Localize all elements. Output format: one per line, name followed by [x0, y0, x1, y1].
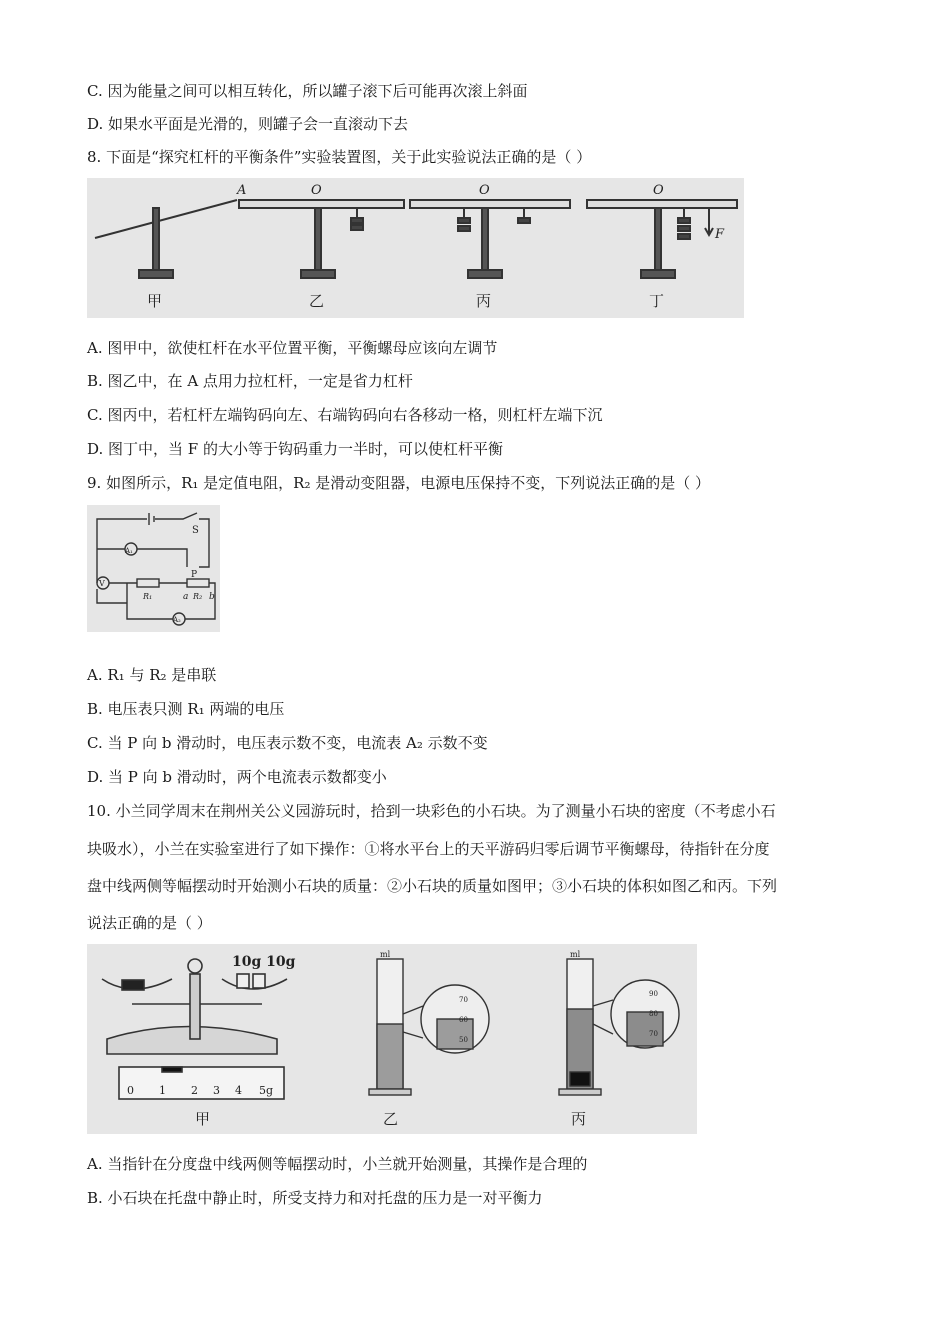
- lever-jia-stand: [153, 208, 159, 270]
- panel-jia-label: 甲: [147, 292, 163, 310]
- point-a-label: A: [237, 183, 247, 198]
- scale-tick-0: 0: [127, 1084, 134, 1097]
- q10-stem-line3: 盘中线两侧等幅摆动时开始测小石块的质量：②小石块的质量如图甲；③小石块的体积如图乙和丙。下列: [87, 877, 778, 895]
- cyl-yi-unit: ml: [380, 950, 391, 959]
- r1-symbol: [137, 579, 159, 587]
- q9-option-d: D. 当 P 向 b 滑动时，两个电流表示数都变小: [87, 768, 387, 786]
- stone-on-pan: [122, 980, 144, 990]
- q7-option-c: C. 因为能量之间可以相互转化，所以罐子滚下后可能再次滚上斜面: [87, 82, 528, 100]
- cyl-bing-unit: ml: [570, 950, 581, 959]
- lever-yi-bar: [239, 200, 404, 208]
- q7-option-d: D. 如果水平面是光滑的，则罐子会一直滚动下去: [87, 115, 409, 133]
- q9-option-b: B. 电压表只测 R₁ 两端的电压: [87, 700, 285, 718]
- q10-stem-line2: 块吸水），小兰在实验室进行了如下操作：①将水平台上的天平游码归零后调节平衡螺母，待指针在分度: [87, 840, 770, 858]
- pivot-yi-label: O: [311, 183, 322, 198]
- slider-label: P: [191, 570, 198, 580]
- ammeter-a2-label: A₂: [173, 616, 181, 624]
- q10-stem-line1: 10. 小兰同学周末在荆州关公义园游玩时，拾到一块彩色的小石块。为了测量小石块的密度（不考虑小石: [87, 802, 776, 820]
- q10-stem-line4: 说法正确的是（ ）: [87, 914, 212, 932]
- zoom-bing-mark-90: 90: [649, 990, 658, 998]
- rider: [162, 1067, 182, 1072]
- weight-2: [253, 974, 265, 988]
- q8-stem: 8. 下面是“探究杠杆的平衡条件”实验装置图，关于此实验说法正确的是（ ）: [87, 148, 592, 166]
- scale-tick-5: 5g: [259, 1084, 274, 1097]
- scale-tick-1: 1: [159, 1084, 166, 1097]
- r1-label: R₁: [143, 592, 153, 601]
- end-b-label: b: [209, 592, 215, 602]
- lever-ding-bar: [587, 200, 737, 208]
- zoom-yi-mark-70: 70: [459, 996, 468, 1004]
- zoom-bing-mark-80: 80: [649, 1010, 658, 1018]
- lever-bing-bar: [410, 200, 570, 208]
- water-yi: [377, 1024, 403, 1089]
- density-figure: [87, 944, 697, 1134]
- q9-option-c: C. 当 P 向 b 滑动时，电压表示数不变，电流表 A₂ 示数不变: [87, 734, 488, 752]
- circuit-figure: [87, 505, 220, 632]
- zoom-yi-mark-60: 60: [459, 1016, 468, 1024]
- pivot-bing-label: O: [479, 183, 490, 198]
- q9-option-a: A. R₁ 与 R₂ 是串联: [87, 666, 217, 684]
- q10-option-b: B. 小石块在托盘中静止时，所受支持力和对托盘的压力是一对平衡力: [87, 1189, 543, 1207]
- panel-ding-label: 丁: [649, 292, 665, 310]
- panel-bing-label-10: 丙: [571, 1110, 587, 1128]
- r2-label: R₂: [193, 592, 203, 601]
- panel-bing-label: 丙: [476, 292, 492, 310]
- weight-1: [237, 974, 249, 988]
- ammeter-a1-label: A₁: [125, 547, 133, 555]
- force-f-label: F: [715, 227, 725, 242]
- q8-option-d: D. 图丁中，当 F 的大小等于钩码重力一半时，可以使杠杆平衡: [87, 440, 503, 458]
- q8-option-a: A. 图甲中，欲使杠杆在水平位置平衡，平衡螺母应该向左调节: [87, 339, 498, 357]
- zoom-yi-mark-50: 50: [459, 1036, 468, 1044]
- lever-figure: [87, 178, 744, 318]
- scale-tick-3: 3: [213, 1084, 220, 1097]
- q10-option-a: A. 当指针在分度盘中线两侧等幅摆动时，小兰就开始测量，其操作是合理的: [87, 1155, 588, 1173]
- q8-option-c: C. 图丙中，若杠杆左端钩码向左、右端钩码向右各移动一格，则杠杆左端下沉: [87, 406, 603, 424]
- q9-stem: 9. 如图所示，R₁ 是定值电阻，R₂ 是滑动变阻器，电源电压保持不变，下列说法正确的是（ ）: [87, 474, 711, 492]
- switch-label: S: [192, 525, 199, 536]
- weights-label: 10g 10g: [232, 954, 296, 970]
- q8-option-b: B. 图乙中，在 A 点用力拉杠杆，一定是省力杠杆: [87, 372, 413, 390]
- scale-tick-2: 2: [191, 1084, 198, 1097]
- lever-jia-bar: [95, 200, 237, 238]
- panel-jia-label-10: 甲: [195, 1110, 211, 1128]
- voltmeter-label: V: [99, 579, 105, 588]
- scale-tick-4: 4: [235, 1084, 242, 1097]
- pivot-ding-label: O: [653, 183, 664, 198]
- r2-symbol: [187, 579, 209, 587]
- end-a-label: a: [183, 592, 189, 602]
- stone-in-cylinder: [570, 1072, 590, 1086]
- panel-yi-label: 乙: [309, 292, 325, 310]
- panel-yi-label-10: 乙: [383, 1110, 399, 1128]
- zoom-bing-mark-70: 70: [649, 1030, 658, 1038]
